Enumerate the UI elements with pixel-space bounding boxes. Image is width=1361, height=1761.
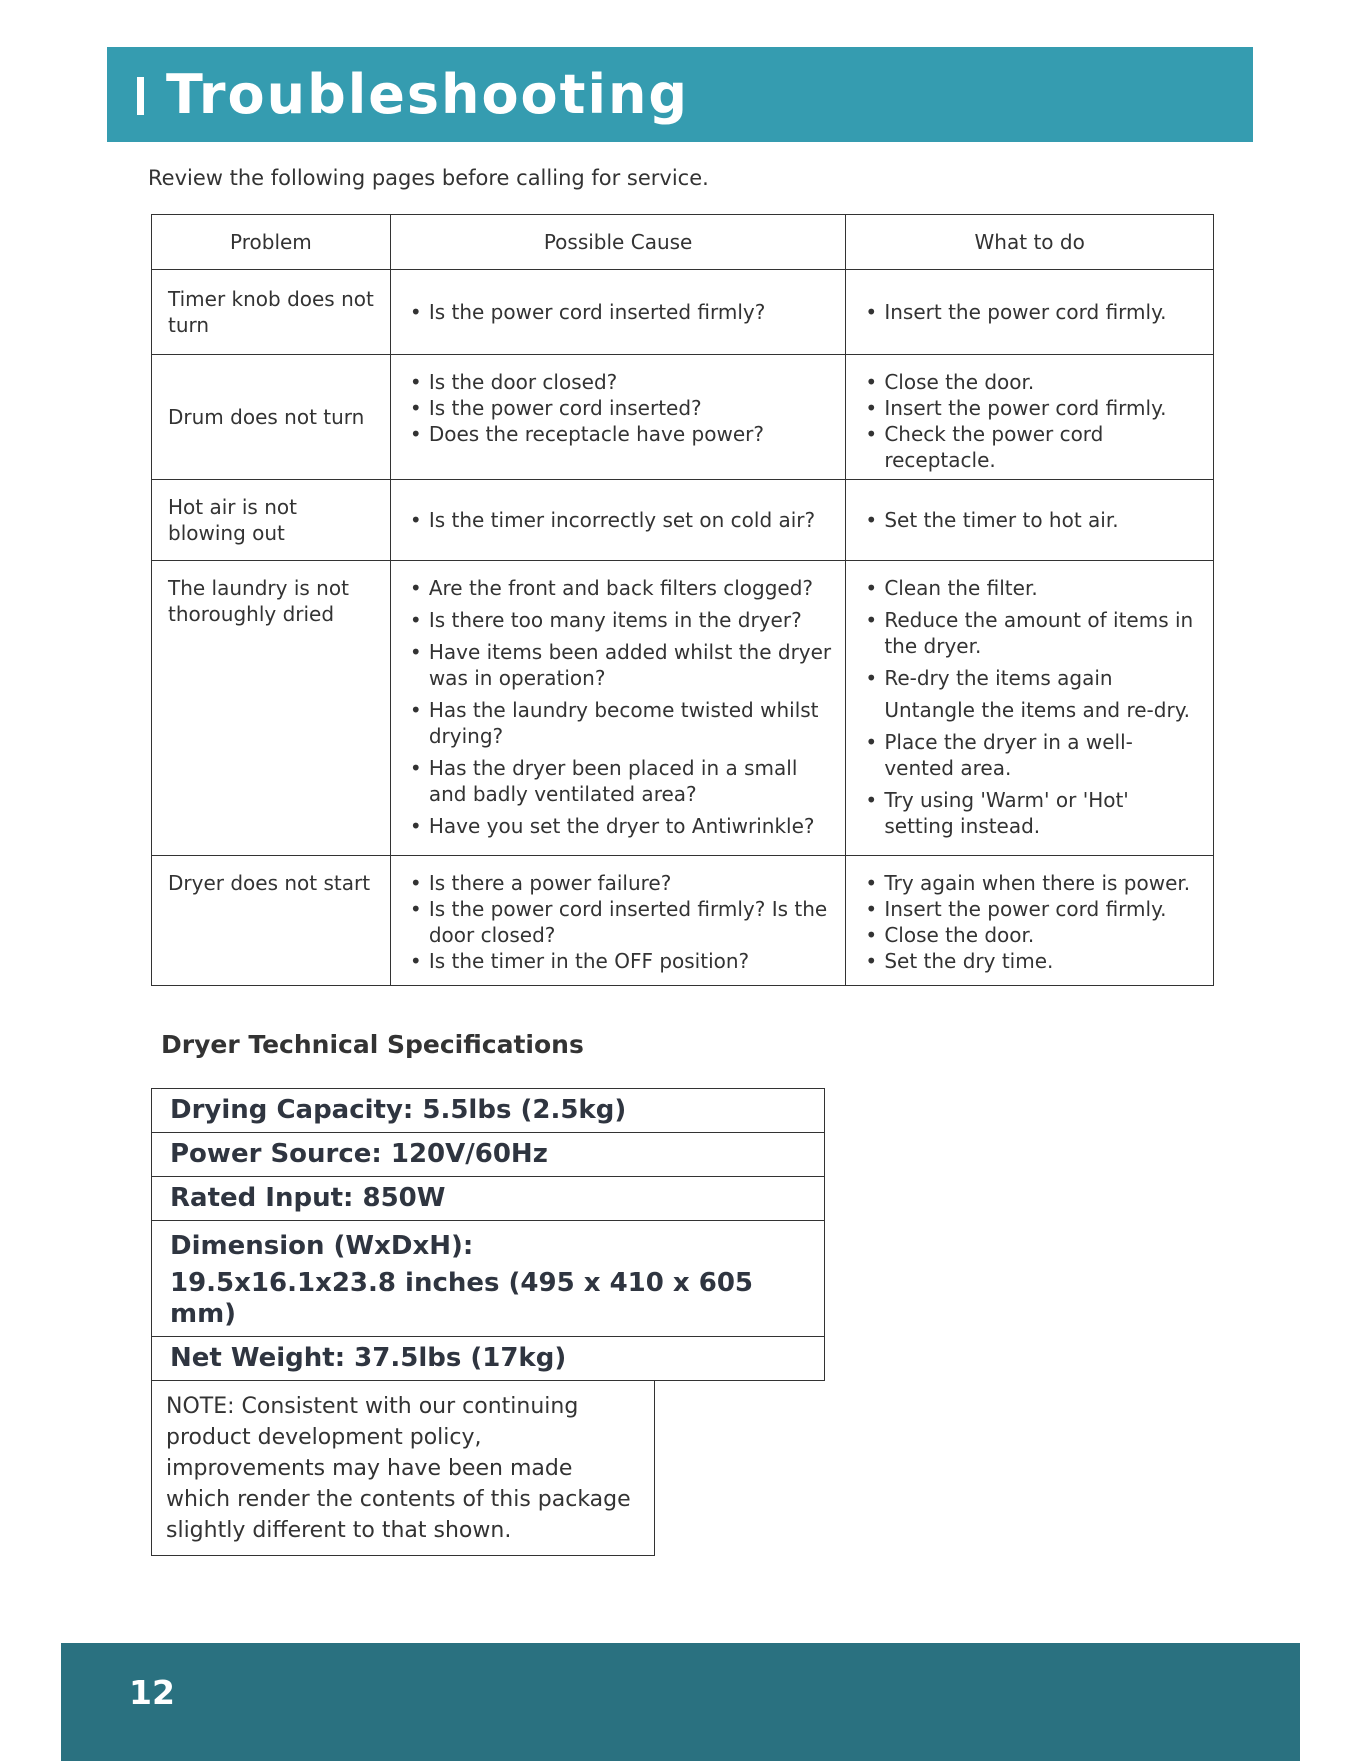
action-cell	[846, 856, 1214, 986]
action-item: • Re-dry the items again	[862, 665, 1199, 691]
specifications-heading: Dryer Technical Specifications	[161, 1030, 584, 1059]
cause-item: • Is the power cord inserted?	[407, 395, 832, 421]
cause-item: • Is there a power failure?	[407, 870, 832, 896]
action-item: • Try again when there is power.	[862, 870, 1199, 896]
action-cell	[846, 355, 1214, 480]
cause-item: • Is the power cord inserted firmly? Is the door closed?	[407, 896, 832, 948]
problem-cell: The laundry is not thoroughly dried	[152, 561, 391, 856]
header-possible-cause: Possible Cause	[390, 215, 846, 270]
problem-cell: Drum does not turn	[152, 355, 391, 480]
spec-dimension-value: 19.5x16.1x23.8 inches (495 x 410 x 605 mm)	[170, 1268, 753, 1329]
cause-item: • Is the timer incorrectly set on cold air?	[407, 507, 832, 533]
action-cell	[846, 480, 1214, 561]
cause-cell	[390, 355, 846, 480]
action-item: Untangle the items and re-dry.	[884, 698, 1191, 722]
table-row	[152, 561, 1214, 856]
cause-item: • Does the receptacle have power?	[407, 421, 832, 447]
action-item: • Insert the power cord firmly.	[862, 395, 1199, 421]
table-row	[152, 270, 1214, 355]
action-item: • Check the power cord receptacle.	[862, 421, 1199, 473]
spec-dimension-label: Dimension (WxDxH):	[170, 1231, 474, 1261]
action-item: • Place the dryer in a well-vented area.	[862, 729, 1199, 781]
cause-item: • Has the dryer been placed in a small and badly ventilated area?	[407, 755, 832, 807]
cause-item: • Is the timer in the OFF position?	[407, 948, 832, 974]
action-item: • Close the door.	[862, 922, 1199, 948]
action-item: • Try using 'Warm' or 'Hot' setting instead.	[862, 787, 1199, 839]
cause-item: • Is the power cord inserted firmly?	[407, 299, 832, 325]
header-accent-bar	[137, 77, 144, 115]
cause-cell	[390, 270, 846, 355]
spec-power-source: Power Source: 120V/60Hz	[152, 1132, 824, 1176]
table-row	[152, 480, 1214, 561]
action-item: • Set the dry time.	[862, 948, 1199, 974]
action-item: • Set the timer to hot air.	[862, 507, 1199, 533]
action-cell	[846, 270, 1214, 355]
cause-item: • Have you set the dryer to Antiwrinkle?	[407, 813, 832, 839]
spec-drying-capacity: Drying Capacity: 5.5lbs (2.5kg)	[170, 1095, 627, 1125]
action-item: • Clean the filter.	[862, 575, 1199, 601]
header-problem: Problem	[152, 215, 391, 270]
table-row	[152, 856, 1214, 986]
cause-cell	[390, 561, 846, 856]
table-row	[152, 355, 1214, 480]
header-what-to-do: What to do	[846, 215, 1214, 270]
problem-cell: Hot air is not blowing out	[152, 480, 391, 561]
problem-cell: Dryer does not start	[152, 856, 391, 986]
action-item: • Close the door.	[862, 369, 1199, 395]
spec-dimension	[152, 1220, 824, 1336]
table-header-row	[152, 215, 1214, 270]
spec-rated-input: Rated Input: 850W	[152, 1176, 824, 1220]
cause-cell	[390, 856, 846, 986]
cause-item: • Is the door closed?	[407, 369, 832, 395]
cause-item: • Has the laundry become twisted whilst drying?	[407, 697, 832, 749]
action-item: • Reduce the amount of items in the dryer.	[862, 607, 1199, 659]
cause-item: • Is there too many items in the dryer?	[407, 607, 832, 633]
intro-text: Review the following pages before calling for service.	[148, 166, 709, 190]
cause-cell	[390, 480, 846, 561]
action-cell	[846, 561, 1214, 856]
page-header	[107, 47, 1253, 142]
specifications-box	[151, 1088, 825, 1381]
cause-item: • Are the front and back filters clogged?	[407, 575, 832, 601]
page-number: 12	[129, 1673, 175, 1712]
page-footer	[61, 1643, 1300, 1761]
spec-net-weight: Net Weight: 37.5lbs (17kg)	[152, 1336, 824, 1380]
action-item: • Insert the power cord firmly.	[862, 896, 1199, 922]
troubleshooting-table	[151, 214, 1214, 986]
action-item: • Insert the power cord firmly.	[862, 299, 1199, 325]
note-box: NOTE: Consistent with our continuing product development policy, improvements may have been made which render the contents of this package slightly different to that shown.	[151, 1380, 655, 1556]
cause-item: • Have items been added whilst the dryer was in operation?	[407, 639, 832, 691]
page-title: Troubleshooting	[166, 63, 690, 126]
problem-cell: Timer knob does not turn	[152, 270, 391, 355]
